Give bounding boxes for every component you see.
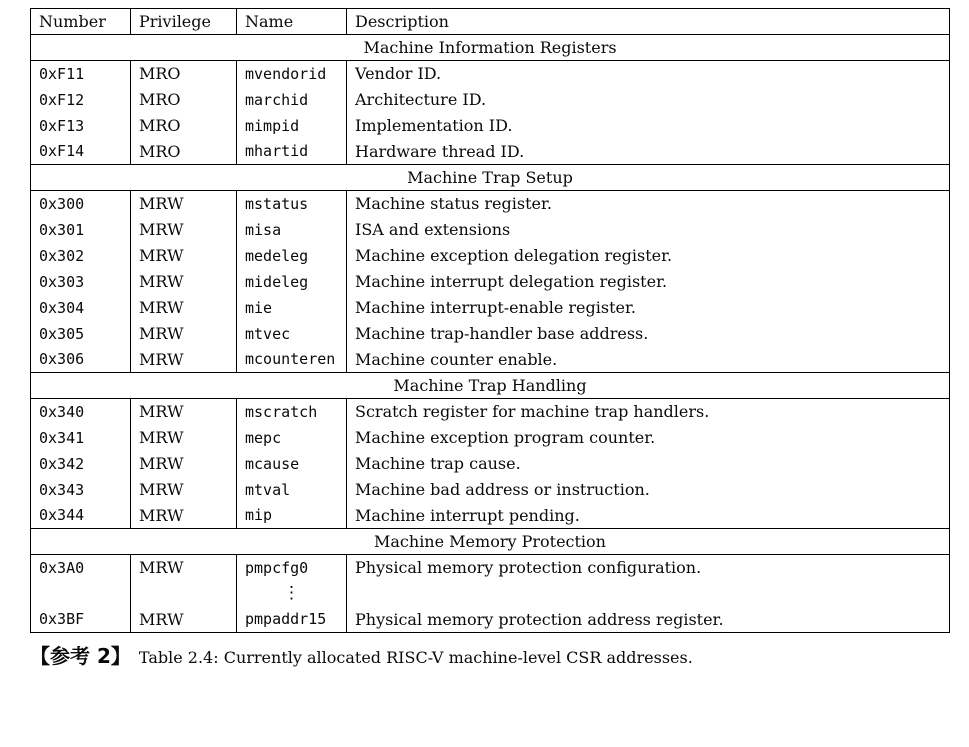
csr-row — [31, 425, 950, 451]
csr-number-cell: 0x304 — [31, 295, 131, 321]
csr-privilege-cell: MRO — [131, 139, 237, 165]
csr-row — [31, 295, 950, 321]
csr-number-cell: 0xF14 — [31, 139, 131, 165]
csr-row — [31, 399, 950, 425]
table-caption — [30, 640, 949, 669]
csr-description-cell: Machine bad address or instruction. — [347, 477, 950, 503]
csr-row — [31, 243, 950, 269]
csr-number-cell: 0x305 — [31, 321, 131, 347]
csr-name-cell: mideleg — [237, 269, 347, 295]
table-body — [31, 35, 950, 633]
csr-name-cell: mepc — [237, 425, 347, 451]
csr-privilege-cell: MRW — [131, 607, 237, 633]
csr-name-cell: mip — [237, 503, 347, 529]
csr-name-cell: mtvec — [237, 321, 347, 347]
csr-privilege-cell: MRW — [131, 503, 237, 529]
csr-description-cell: Architecture ID. — [347, 87, 950, 113]
csr-description-cell: Machine trap-handler base address. — [347, 321, 950, 347]
csr-description-cell: Machine status register. — [347, 191, 950, 217]
col-header-name: Name — [237, 9, 347, 35]
section-header-row — [31, 373, 950, 399]
csr-description-cell: Machine interrupt delegation register. — [347, 269, 950, 295]
csr-description-cell: Scratch register for machine trap handlers. — [347, 399, 950, 425]
csr-name-cell: marchid — [237, 87, 347, 113]
csr-number-cell: 0x340 — [31, 399, 131, 425]
csr-description-cell: Implementation ID. — [347, 113, 950, 139]
csr-description-cell: Physical memory protection configuration. — [347, 555, 950, 581]
csr-row — [31, 87, 950, 113]
csr-row — [31, 269, 950, 295]
csr-description-cell: Vendor ID. — [347, 61, 950, 87]
csr-number-cell: 0x3BF — [31, 607, 131, 633]
csr-name-cell: mvendorid — [237, 61, 347, 87]
csr-privilege-cell: MRW — [131, 269, 237, 295]
csr-privilege-cell: MRO — [131, 113, 237, 139]
csr-number-cell: 0xF12 — [31, 87, 131, 113]
section-title: Machine Trap Setup — [31, 165, 950, 191]
csr-row — [31, 321, 950, 347]
csr-name-cell: mcause — [237, 451, 347, 477]
caption-text: Table 2.4: Currently allocated RISC-V machine-level CSR addresses. — [138, 648, 693, 667]
csr-privilege-cell: MRW — [131, 399, 237, 425]
col-header-description: Description — [347, 9, 950, 35]
csr-name-cell: mie — [237, 295, 347, 321]
csr-name-cell: mhartid — [237, 139, 347, 165]
csr-number-cell: 0x344 — [31, 503, 131, 529]
csr-row — [31, 217, 950, 243]
csr-privilege-cell: MRW — [131, 555, 237, 581]
csr-number-cell: 0x341 — [31, 425, 131, 451]
section-title: Machine Information Registers — [31, 35, 950, 61]
csr-number-cell: 0xF11 — [31, 61, 131, 87]
section-title: Machine Memory Protection — [31, 529, 950, 555]
csr-name-cell: misa — [237, 217, 347, 243]
csr-number-cell: 0x3A0 — [31, 555, 131, 581]
csr-number-cell: 0x303 — [31, 269, 131, 295]
csr-privilege-cell: MRW — [131, 191, 237, 217]
csr-privilege-cell: MRW — [131, 347, 237, 373]
csr-privilege-cell: MRO — [131, 87, 237, 113]
col-header-number: Number — [31, 9, 131, 35]
csr-description-cell: Physical memory protection address register. — [347, 607, 950, 633]
csr-row — [31, 139, 950, 165]
csr-row — [31, 503, 950, 529]
caption-reference-label: 【参考 2】 — [30, 644, 131, 668]
section-header-row — [31, 35, 950, 61]
csr-name-cell: pmpaddr15 — [237, 607, 347, 633]
csr-row — [31, 477, 950, 503]
csr-name-cell: mtval — [237, 477, 347, 503]
csr-privilege-cell: MRW — [131, 425, 237, 451]
csr-privilege-cell: MRW — [131, 295, 237, 321]
csr-description-cell: Hardware thread ID. — [347, 139, 950, 165]
empty-cell — [347, 581, 950, 607]
csr-description-cell: Machine trap cause. — [347, 451, 950, 477]
ellipsis-row — [31, 581, 950, 607]
csr-number-cell: 0x300 — [31, 191, 131, 217]
csr-row — [31, 555, 950, 581]
csr-number-cell: 0x302 — [31, 243, 131, 269]
csr-row — [31, 451, 950, 477]
csr-privilege-cell: MRW — [131, 477, 237, 503]
csr-name-cell: mimpid — [237, 113, 347, 139]
csr-row — [31, 607, 950, 633]
csr-number-cell: 0x343 — [31, 477, 131, 503]
csr-name-cell: mcounteren — [237, 347, 347, 373]
csr-number-cell: 0x342 — [31, 451, 131, 477]
ellipsis-marker: ⋮ — [237, 581, 347, 607]
section-title: Machine Trap Handling — [31, 373, 950, 399]
col-header-privilege: Privilege — [131, 9, 237, 35]
csr-description-cell: Machine interrupt-enable register. — [347, 295, 950, 321]
csr-description-cell: Machine interrupt pending. — [347, 503, 950, 529]
csr-number-cell: 0xF13 — [31, 113, 131, 139]
csr-description-cell: Machine exception delegation register. — [347, 243, 950, 269]
csr-description-cell: Machine exception program counter. — [347, 425, 950, 451]
csr-row — [31, 191, 950, 217]
csr-row — [31, 113, 950, 139]
csr-privilege-cell: MRO — [131, 61, 237, 87]
csr-row — [31, 347, 950, 373]
csr-description-cell: Machine counter enable. — [347, 347, 950, 373]
section-header-row — [31, 165, 950, 191]
empty-cell — [31, 581, 131, 607]
csr-privilege-cell: MRW — [131, 451, 237, 477]
csr-number-cell: 0x301 — [31, 217, 131, 243]
csr-name-cell: mstatus — [237, 191, 347, 217]
csr-description-cell: ISA and extensions — [347, 217, 950, 243]
csr-row — [31, 61, 950, 87]
empty-cell — [131, 581, 237, 607]
csr-privilege-cell: MRW — [131, 217, 237, 243]
csr-privilege-cell: MRW — [131, 321, 237, 347]
csr-name-cell: medeleg — [237, 243, 347, 269]
table-header-row — [31, 9, 950, 35]
csr-name-cell: pmpcfg0 — [237, 555, 347, 581]
csr-privilege-cell: MRW — [131, 243, 237, 269]
csr-number-cell: 0x306 — [31, 347, 131, 373]
section-header-row — [31, 529, 950, 555]
csr-name-cell: mscratch — [237, 399, 347, 425]
csr-table — [30, 8, 950, 633]
